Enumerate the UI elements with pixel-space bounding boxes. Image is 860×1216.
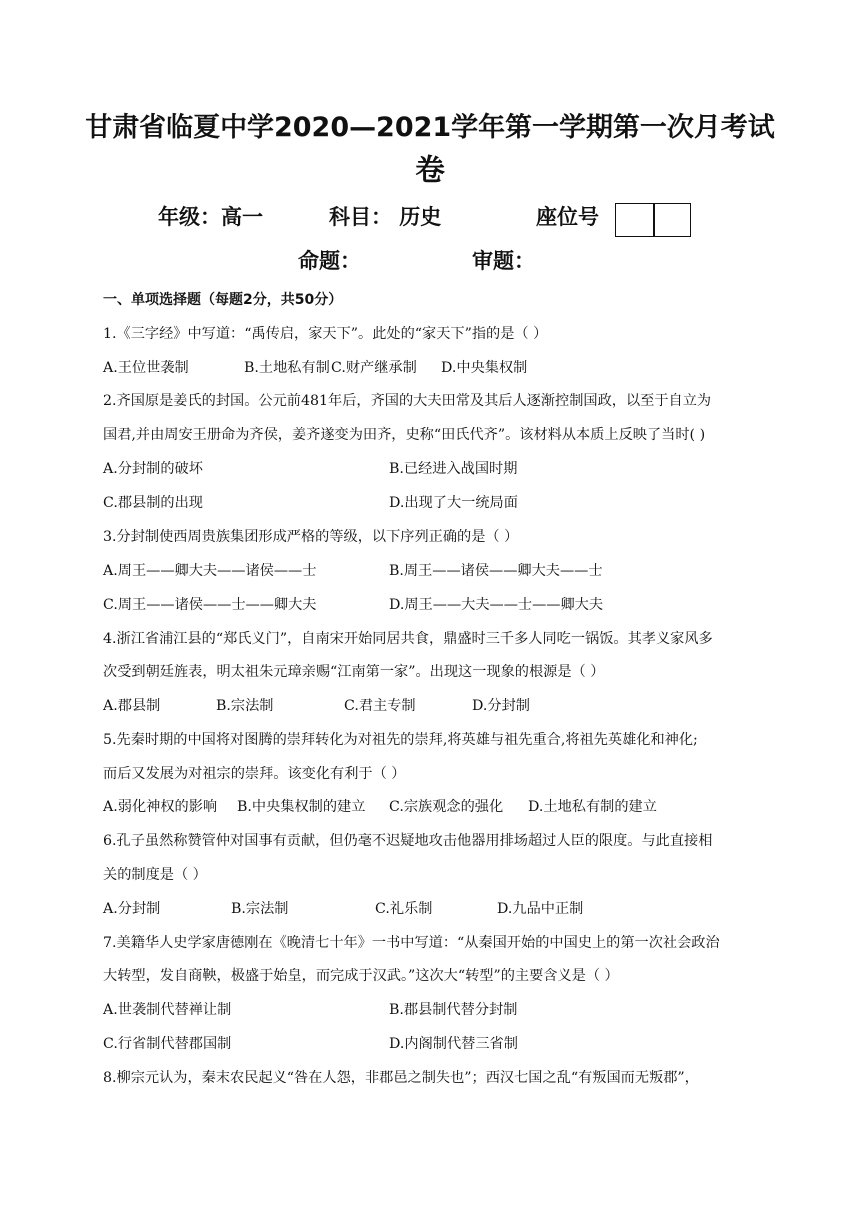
option-a: A.郡县制 [103, 698, 161, 714]
option-b: B.土地私有制 [244, 360, 330, 376]
option-d: D.九品中正制 [497, 901, 584, 917]
question-stem-cont: 关的制度是（ ） [103, 867, 207, 883]
option-b: B.宗法制 [216, 698, 274, 714]
question-stem: 6.孔子虽然称赞管仲对国事有贡献，但仍毫不迟疑地攻击他器用排场超过人臣的限度。与此直接相 [103, 833, 713, 849]
option-d: D.内阁制代替三省制 [389, 1036, 518, 1052]
grade-label: 年级：高一 [158, 205, 263, 229]
exam-title-line1: 甘肃省临夏中学2020—2021学年第一学期第一次月考试 [85, 112, 775, 143]
option-d: D.土地私有制的建立 [528, 799, 657, 815]
question-stem: 2.齐国原是姜氏的封国。公元前481年后，齐国的大夫田常及其后人逐渐控制国政，以至于自立为 [103, 393, 712, 409]
option-c: C.周王——诸侯——士——卿大夫 [103, 597, 317, 613]
author-label: 命题： [298, 249, 361, 273]
option-c: C.行省制代替郡国制 [103, 1036, 232, 1052]
question-stem: 1.《三字经》中写道：“禹传启，家天下”。此处的“家天下”指的是（ ） [103, 326, 548, 342]
option-a: A.分封制的破坏 [103, 461, 203, 477]
option-d: D.分封制 [472, 698, 530, 714]
option-d: D.周王——大夫——士——卿大夫 [389, 597, 604, 613]
seat-number-box [615, 203, 691, 237]
option-a: A.分封制 [103, 901, 161, 917]
question-stem: 7.美籍华人史学家唐德刚在《晚清七十年》一书中写道：“从秦国开始的中国史上的第一次社会政治 [103, 935, 720, 951]
question-stem: 4.浙江省浦江县的“郑氏义门”，自南宋开始同居共食，鼎盛时三千多人同吃一锅饭。其孝义家风多 [103, 631, 713, 647]
option-a: A.弱化神权的影响 [103, 799, 218, 815]
subject-label: 科目： 历史 [329, 205, 442, 229]
option-b: B.已经进入战国时期 [389, 461, 518, 477]
option-b: B.宗法制 [231, 901, 289, 917]
option-c: C.君主专制 [344, 698, 416, 714]
question-stem: 8.柳宗元认为，秦末农民起义“咎在人怨，非郡邑之制失也”；西汉七国之乱“有叛国而无叛郡”， [103, 1070, 699, 1086]
reviewer-label: 审题： [472, 249, 535, 273]
option-c: C.宗族观念的强化 [389, 799, 504, 815]
option-d: D.中央集权制 [441, 360, 528, 376]
seat-number-label: 座位号 [536, 205, 599, 229]
question-stem-cont: 而后又发展为对祖宗的崇拜。该变化有利于（ ） [103, 766, 406, 782]
question-stem: 5.先秦时期的中国将对图腾的崇拜转化为对祖先的崇拜,将英雄与祖先重合,将祖先英雄化和神化; [103, 732, 698, 748]
question-stem-cont: 国君,并由周安王册命为齐侯，姜齐遂变为田齐，史称“田氏代齐”。该材料从本质上反映了当时( ) [103, 427, 706, 443]
question-stem-cont: 大转型，发自商鞅，极盛于始皇，而完成于汉武。”这次大“转型”的主要含义是（ ） [103, 968, 619, 984]
option-c: C.财产继承制 [331, 360, 417, 376]
section-title: 一、单项选择题（每题2分，共50分） [103, 292, 343, 308]
option-b: B.郡县制代替分封制 [389, 1002, 518, 1018]
option-a: A.周王——卿大夫——诸侯——士 [103, 563, 317, 579]
option-d: D.出现了大一统局面 [389, 495, 518, 511]
exam-title-line2: 卷 [415, 153, 445, 187]
option-c: C.礼乐制 [375, 901, 433, 917]
option-b: B.中央集权制的建立 [237, 799, 366, 815]
question-stem-cont: 次受到朝廷旌表，明太祖朱元璋亲赐“江南第一家”。出现这一现象的根源是（ ） [103, 664, 605, 680]
option-a: A.世袭制代替禅让制 [103, 1002, 232, 1018]
question-stem: 3.分封制使西周贵族集团形成严格的等级，以下序列正确的是（ ） [103, 529, 519, 545]
option-b: B.周王——诸侯——卿大夫——士 [389, 563, 603, 579]
option-c: C.郡县制的出现 [103, 495, 203, 511]
option-a: A.王位世袭制 [103, 360, 189, 376]
